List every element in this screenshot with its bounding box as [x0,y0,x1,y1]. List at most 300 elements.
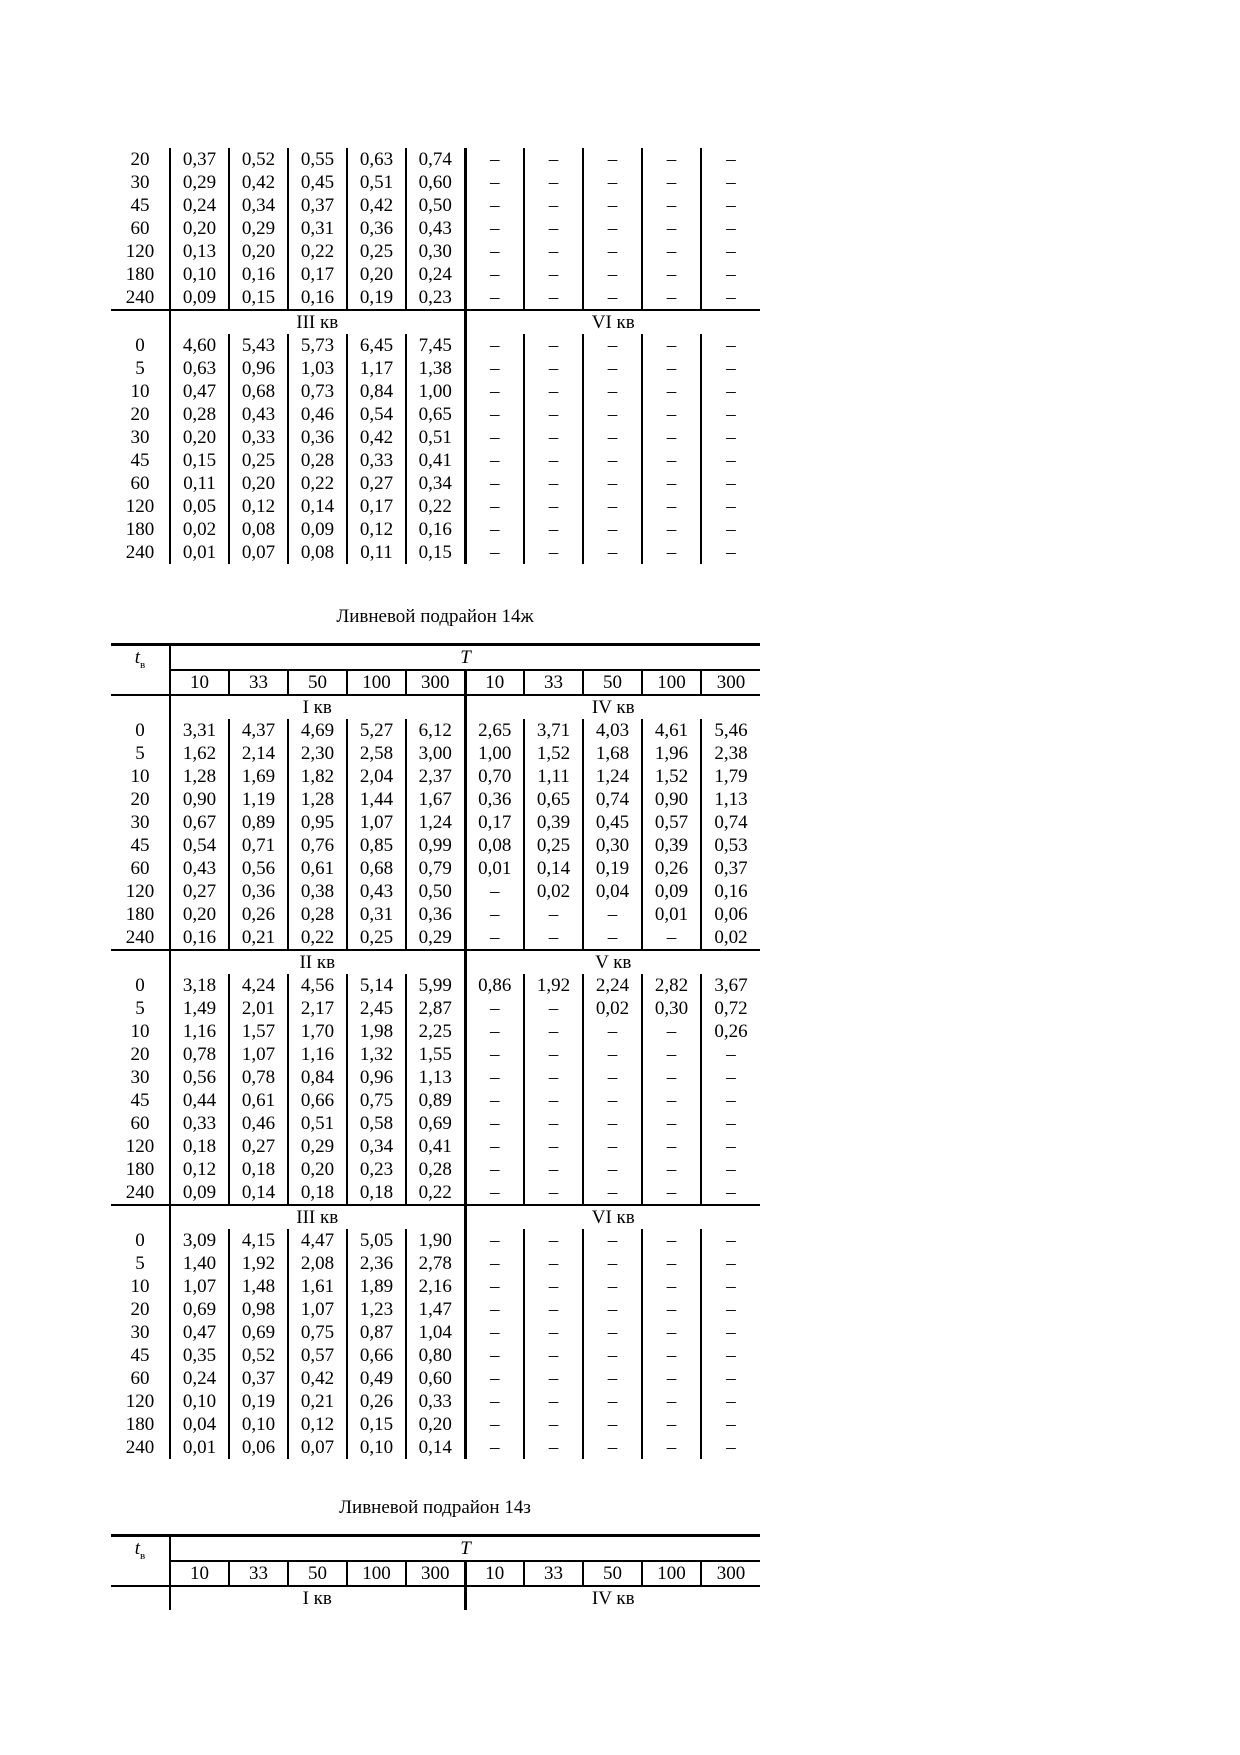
table-cell: 0,36 [347,217,406,240]
table-cell: – [465,495,524,518]
table-cell: – [726,1299,736,1320]
table-cell: – [524,1229,583,1252]
period-header: 33 [524,670,583,695]
table-cell: 0,17 [347,495,406,518]
table-cell: 1,89 [347,1275,406,1298]
table-cell: 0,01 [170,1436,229,1459]
table-cell: 5,05 [347,1229,406,1252]
table-cell: 1,16 [170,1020,229,1043]
table-cell: – [701,286,760,310]
table-cell: – [465,357,524,380]
table-cell: 0,04 [583,880,642,903]
table-cell: 1,28 [170,765,229,788]
table-row [111,1066,760,1089]
table-cell: – [524,194,583,217]
table-cell: – [726,1322,736,1343]
period-header: 100 [642,1561,701,1586]
table-cell: 1,07 [170,1275,229,1298]
table-cell: 4,61 [642,719,701,742]
table-cell: 0,66 [347,1344,406,1367]
table-cell: – [465,1043,524,1066]
table-cell: – [465,541,524,564]
table-cell: 0,45 [288,171,347,194]
table-cell: 0,29 [288,1135,347,1158]
table-cell: – [642,472,701,495]
table-cell: – [642,541,701,564]
table-cell: 0,09 [170,1181,229,1205]
table-row [111,541,760,564]
table-cell: 1,38 [406,357,465,380]
table-cell: – [583,1066,642,1089]
section-header-row [111,1205,760,1229]
table-cell: – [524,541,583,564]
table-cell: 1,11 [524,765,583,788]
table-cell: 3,18 [170,974,229,997]
table-cell: – [524,1413,583,1436]
table-cell: 0,84 [347,380,406,403]
table-cell: 0,98 [229,1298,288,1321]
table-cell: – [524,1252,583,1275]
table-cell: 0,68 [347,857,406,880]
table-cell: 1,32 [347,1043,406,1066]
period-header: 10 [465,670,524,695]
section-spacer [111,1205,170,1229]
table-cell: 0,60 [406,1367,465,1390]
table-cell: 1,98 [347,1020,406,1043]
table-cell: – [465,1298,524,1321]
table-row [111,1344,760,1367]
table-cell: 0,12 [229,495,288,518]
table-cell: – [583,1436,642,1459]
table-cell: 0,78 [229,1066,288,1089]
table-cell: – [583,217,642,240]
table-cell: – [642,263,701,286]
table-cell: – [465,194,524,217]
table-row [111,1413,760,1436]
table-cell: 6,45 [347,334,406,357]
table-cell: 0,30 [406,240,465,263]
period-header: 300 [406,670,465,695]
table-cell: – [465,1275,524,1298]
table-cell: – [583,903,642,926]
table-cell: – [642,403,701,426]
table-cell: 1,67 [406,788,465,811]
table-cell: 2,24 [583,974,642,997]
row-label: 0 [111,1229,170,1252]
table-cell: 0,52 [229,148,288,171]
table-cell: 3,09 [170,1229,229,1252]
table-cell: – [465,472,524,495]
table-cell: 0,19 [347,286,406,310]
table-cell: 0,20 [229,240,288,263]
table-cell: 0,90 [642,788,701,811]
section-label-right: VI кв [591,312,635,333]
table-cell: – [524,286,583,310]
table-cell: – [642,148,701,171]
table-cell: 0,72 [714,998,748,1019]
table-cell: 0,63 [170,357,229,380]
table-row [111,217,760,240]
table-cell: 5,27 [347,719,406,742]
table-cell: 5,14 [347,974,406,997]
row-label: 0 [111,719,170,742]
table-cell: – [465,426,524,449]
table-cell: 1,79 [714,766,748,787]
table-cell: 2,17 [288,997,347,1020]
table-cell: 0,29 [170,171,229,194]
table-cell: 0,13 [170,240,229,263]
table-row [111,403,760,426]
table-cell: 0,10 [170,1390,229,1413]
table-cell: 0,06 [229,1436,288,1459]
table-cell: 0,17 [465,811,524,834]
table-cell: – [583,1367,642,1390]
table-cell: 0,89 [406,1089,465,1112]
table-cell: – [465,997,524,1020]
period-header: 50 [288,1561,347,1586]
table-cell: – [465,403,524,426]
table-cell: – [726,1230,736,1251]
table-cell: – [726,1044,736,1065]
header-row [111,1536,760,1562]
row-label: 60 [111,217,170,240]
period-header: 33 [229,1561,288,1586]
table-cell: 0,12 [288,1413,347,1436]
table-cell: – [726,496,736,517]
table-cell: – [642,426,701,449]
table-cell: – [524,1043,583,1066]
table-cell: 0,22 [406,495,465,518]
table-cell: 1,48 [229,1275,288,1298]
table-cell: 0,25 [524,834,583,857]
table-cell: 0,33 [170,1112,229,1135]
table-cell: 0,36 [406,903,465,926]
table-cell: – [726,264,736,285]
table-cell: – [726,450,736,471]
table-cell: – [583,1390,642,1413]
period-header: 33 [229,670,288,695]
row-label: 240 [111,1436,170,1459]
table-cell: 0,10 [229,1413,288,1436]
table-cell: 0,69 [406,1112,465,1135]
row-label: 120 [111,880,170,903]
table-cell: 0,42 [347,194,406,217]
table-row [111,1321,760,1344]
table-cell: 0,26 [229,903,288,926]
table-cell: 1,13 [714,789,748,810]
section-header-row [111,695,760,719]
table-cell: 1,28 [288,788,347,811]
table-cell: – [726,1391,736,1412]
t-label: t [134,1538,141,1559]
table-14z [111,1534,760,1610]
row-label: 5 [111,742,170,765]
table-cell: 0,89 [229,811,288,834]
row-label: 60 [111,857,170,880]
period-row [111,1561,760,1586]
table-cell: 0,28 [288,449,347,472]
row-label: 45 [111,449,170,472]
table-cell: 0,26 [347,1390,406,1413]
table-cell: 0,22 [406,1181,465,1205]
table-row [111,263,760,286]
table-cell: – [524,1436,583,1459]
t-label: t [134,647,141,668]
table-cell: – [583,380,642,403]
table-cell: – [583,240,642,263]
row-label: 30 [111,811,170,834]
table-cell: – [642,1181,701,1205]
table-row [111,1436,760,1459]
table-cell: 3,00 [406,742,465,765]
table-cell: 0,27 [170,880,229,903]
table-cell: 2,01 [229,997,288,1020]
table-cell: 0,11 [347,541,406,564]
table-cell: 0,42 [347,426,406,449]
table-cell: 0,54 [170,834,229,857]
row-label: 30 [111,1066,170,1089]
table-row [111,926,760,950]
table-cell: – [642,240,701,263]
table-cell: – [726,358,736,379]
row-label: 180 [111,903,170,926]
table-cell: – [642,1390,701,1413]
table-cell: 0,35 [170,1344,229,1367]
table-cell: 0,45 [583,811,642,834]
table-cell: 0,69 [229,1321,288,1344]
table-cell: 2,58 [347,742,406,765]
row-label: 120 [111,240,170,263]
table-cell: 0,43 [406,217,465,240]
table-cell: 0,74 [406,148,465,171]
table-cell: – [726,1345,736,1366]
table-cell: 0,25 [347,240,406,263]
table-cell: – [583,495,642,518]
table-cell: 0,36 [465,788,524,811]
table-cell: 0,79 [406,857,465,880]
row-label: 30 [111,171,170,194]
table-cell: 1,96 [642,742,701,765]
table-cell: – [642,1298,701,1321]
table-cell: – [642,357,701,380]
row-label: 20 [111,1298,170,1321]
row-label: 30 [111,1321,170,1344]
table-cell: – [642,1020,701,1043]
table-cell: – [583,426,642,449]
row-label: 60 [111,1367,170,1390]
table-cell: 4,47 [288,1229,347,1252]
table-row [111,765,760,788]
table-cell: – [642,1112,701,1135]
table-row [111,1390,760,1413]
table-cell: – [524,1135,583,1158]
table-cell: 2,78 [406,1252,465,1275]
table-cell: 0,87 [347,1321,406,1344]
table-row [111,148,760,171]
table-cell: 0,23 [347,1158,406,1181]
table-cell: – [726,1414,736,1435]
table-cell: – [642,518,701,541]
table-cell: 0,14 [229,1181,288,1205]
period-header: 50 [288,670,347,695]
table-cell: 1,49 [170,997,229,1020]
table-row [111,240,760,263]
table-cell: 0,26 [714,1021,748,1042]
table-cell: 0,47 [170,380,229,403]
table-cell: – [583,1181,642,1205]
table-row [111,1367,760,1390]
continuation-table [111,148,760,564]
table-cell: 0,16 [406,518,465,541]
table-cell: – [726,218,736,239]
table-cell: – [583,518,642,541]
table-cell: – [642,171,701,194]
table-cell: – [465,148,524,171]
table-cell: – [465,1367,524,1390]
table-cell: – [465,1229,524,1252]
table-cell: 1,57 [229,1020,288,1043]
period-row [111,670,760,695]
table-cell: 1,69 [229,765,288,788]
table-cell: 0,71 [229,834,288,857]
table-row [111,857,760,880]
table-cell: 1,17 [347,357,406,380]
table-cell: – [583,1413,642,1436]
table-cell: – [642,1158,701,1181]
table-cell: 2,16 [406,1275,465,1298]
section-spacer [111,1586,170,1610]
table-cell: – [465,880,524,903]
table-cell: – [726,1253,736,1274]
table-cell: 0,22 [288,240,347,263]
table-row [111,495,760,518]
table-cell: 0,41 [406,449,465,472]
table-cell: – [465,1066,524,1089]
table-cell: 0,76 [288,834,347,857]
table-row [111,974,760,997]
table-cell: 0,42 [288,1367,347,1390]
table-cell: 1,24 [406,811,465,834]
table-cell: – [583,1112,642,1135]
table-cell: – [465,1020,524,1043]
table-cell: – [583,1020,642,1043]
row-label: 180 [111,1158,170,1181]
table-cell: – [642,194,701,217]
table-cell: – [465,1344,524,1367]
table-cell: 0,57 [288,1344,347,1367]
table-cell: – [524,1344,583,1367]
table-cell: 0,09 [642,880,701,903]
table-row [111,171,760,194]
table-cell: – [465,1252,524,1275]
table-cell: – [524,263,583,286]
table-cell: – [583,1158,642,1181]
table-cell: 0,39 [524,811,583,834]
row-label: 10 [111,380,170,403]
table-row [111,1252,760,1275]
table-cell: – [524,449,583,472]
table-cell: – [524,334,583,357]
table-cell: – [524,380,583,403]
table-cell: 0,01 [170,541,229,564]
table-cell: – [642,1229,701,1252]
period-header: 10 [170,1561,229,1586]
row-label: 240 [111,1181,170,1205]
table-cell: – [465,286,524,310]
section-spacer [111,310,170,334]
table-cell: – [726,1136,736,1157]
table-cell: 0,39 [642,834,701,857]
table-cell: 2,65 [465,719,524,742]
row-label: 20 [111,148,170,171]
table-row [111,1275,760,1298]
table-cell: 1,82 [288,765,347,788]
table-cell: – [726,519,736,540]
table-cell: 2,45 [347,997,406,1020]
table-cell: – [642,1043,701,1066]
table-cell: – [726,542,736,563]
table-cell: 0,08 [288,541,347,564]
table-cell: 0,69 [170,1298,229,1321]
table-cell: 0,19 [229,1390,288,1413]
table-cell: 0,67 [170,811,229,834]
table-cell: – [726,335,736,356]
table-cell: – [524,1321,583,1344]
table-cell: 0,70 [465,765,524,788]
column-header-T: T [170,645,760,671]
table-cell: 3,31 [170,719,229,742]
table-cell: – [524,495,583,518]
table-cell: – [465,240,524,263]
table-cell: – [726,1067,736,1088]
table-cell: – [583,1344,642,1367]
table-cell: 0,12 [347,518,406,541]
table-cell: 0,21 [288,1390,347,1413]
row-label: 5 [111,997,170,1020]
table-cell: 0,01 [642,903,701,926]
table-cell: 0,30 [583,834,642,857]
table-cell: – [583,472,642,495]
table-cell: – [465,1181,524,1205]
table-cell: 2,87 [406,997,465,1020]
table-cell: 0,20 [229,472,288,495]
table-cell: 0,31 [288,217,347,240]
table-cell: – [524,1158,583,1181]
table-cell: – [726,381,736,402]
table-cell: – [583,1043,642,1066]
table-cell: 0,14 [524,857,583,880]
table-cell: 0,85 [347,834,406,857]
table-cell: – [465,449,524,472]
table-cell: – [465,1089,524,1112]
table-cell: 0,15 [347,1413,406,1436]
table-cell: 0,36 [288,426,347,449]
table-cell: 5,43 [229,334,288,357]
table-cell: 1,55 [406,1043,465,1066]
period-header: 50 [583,670,642,695]
table-cell: 0,18 [347,1181,406,1205]
table-cell: 2,04 [347,765,406,788]
table-cell: – [726,404,736,425]
table-cell: 0,24 [406,263,465,286]
table-row [111,788,760,811]
table-row [111,1043,760,1066]
table-cell: 0,01 [465,857,524,880]
table-cell: 0,20 [170,426,229,449]
table-cell: 0,02 [583,997,642,1020]
table-cell: – [726,1113,736,1134]
table-cell: 2,36 [347,1252,406,1275]
